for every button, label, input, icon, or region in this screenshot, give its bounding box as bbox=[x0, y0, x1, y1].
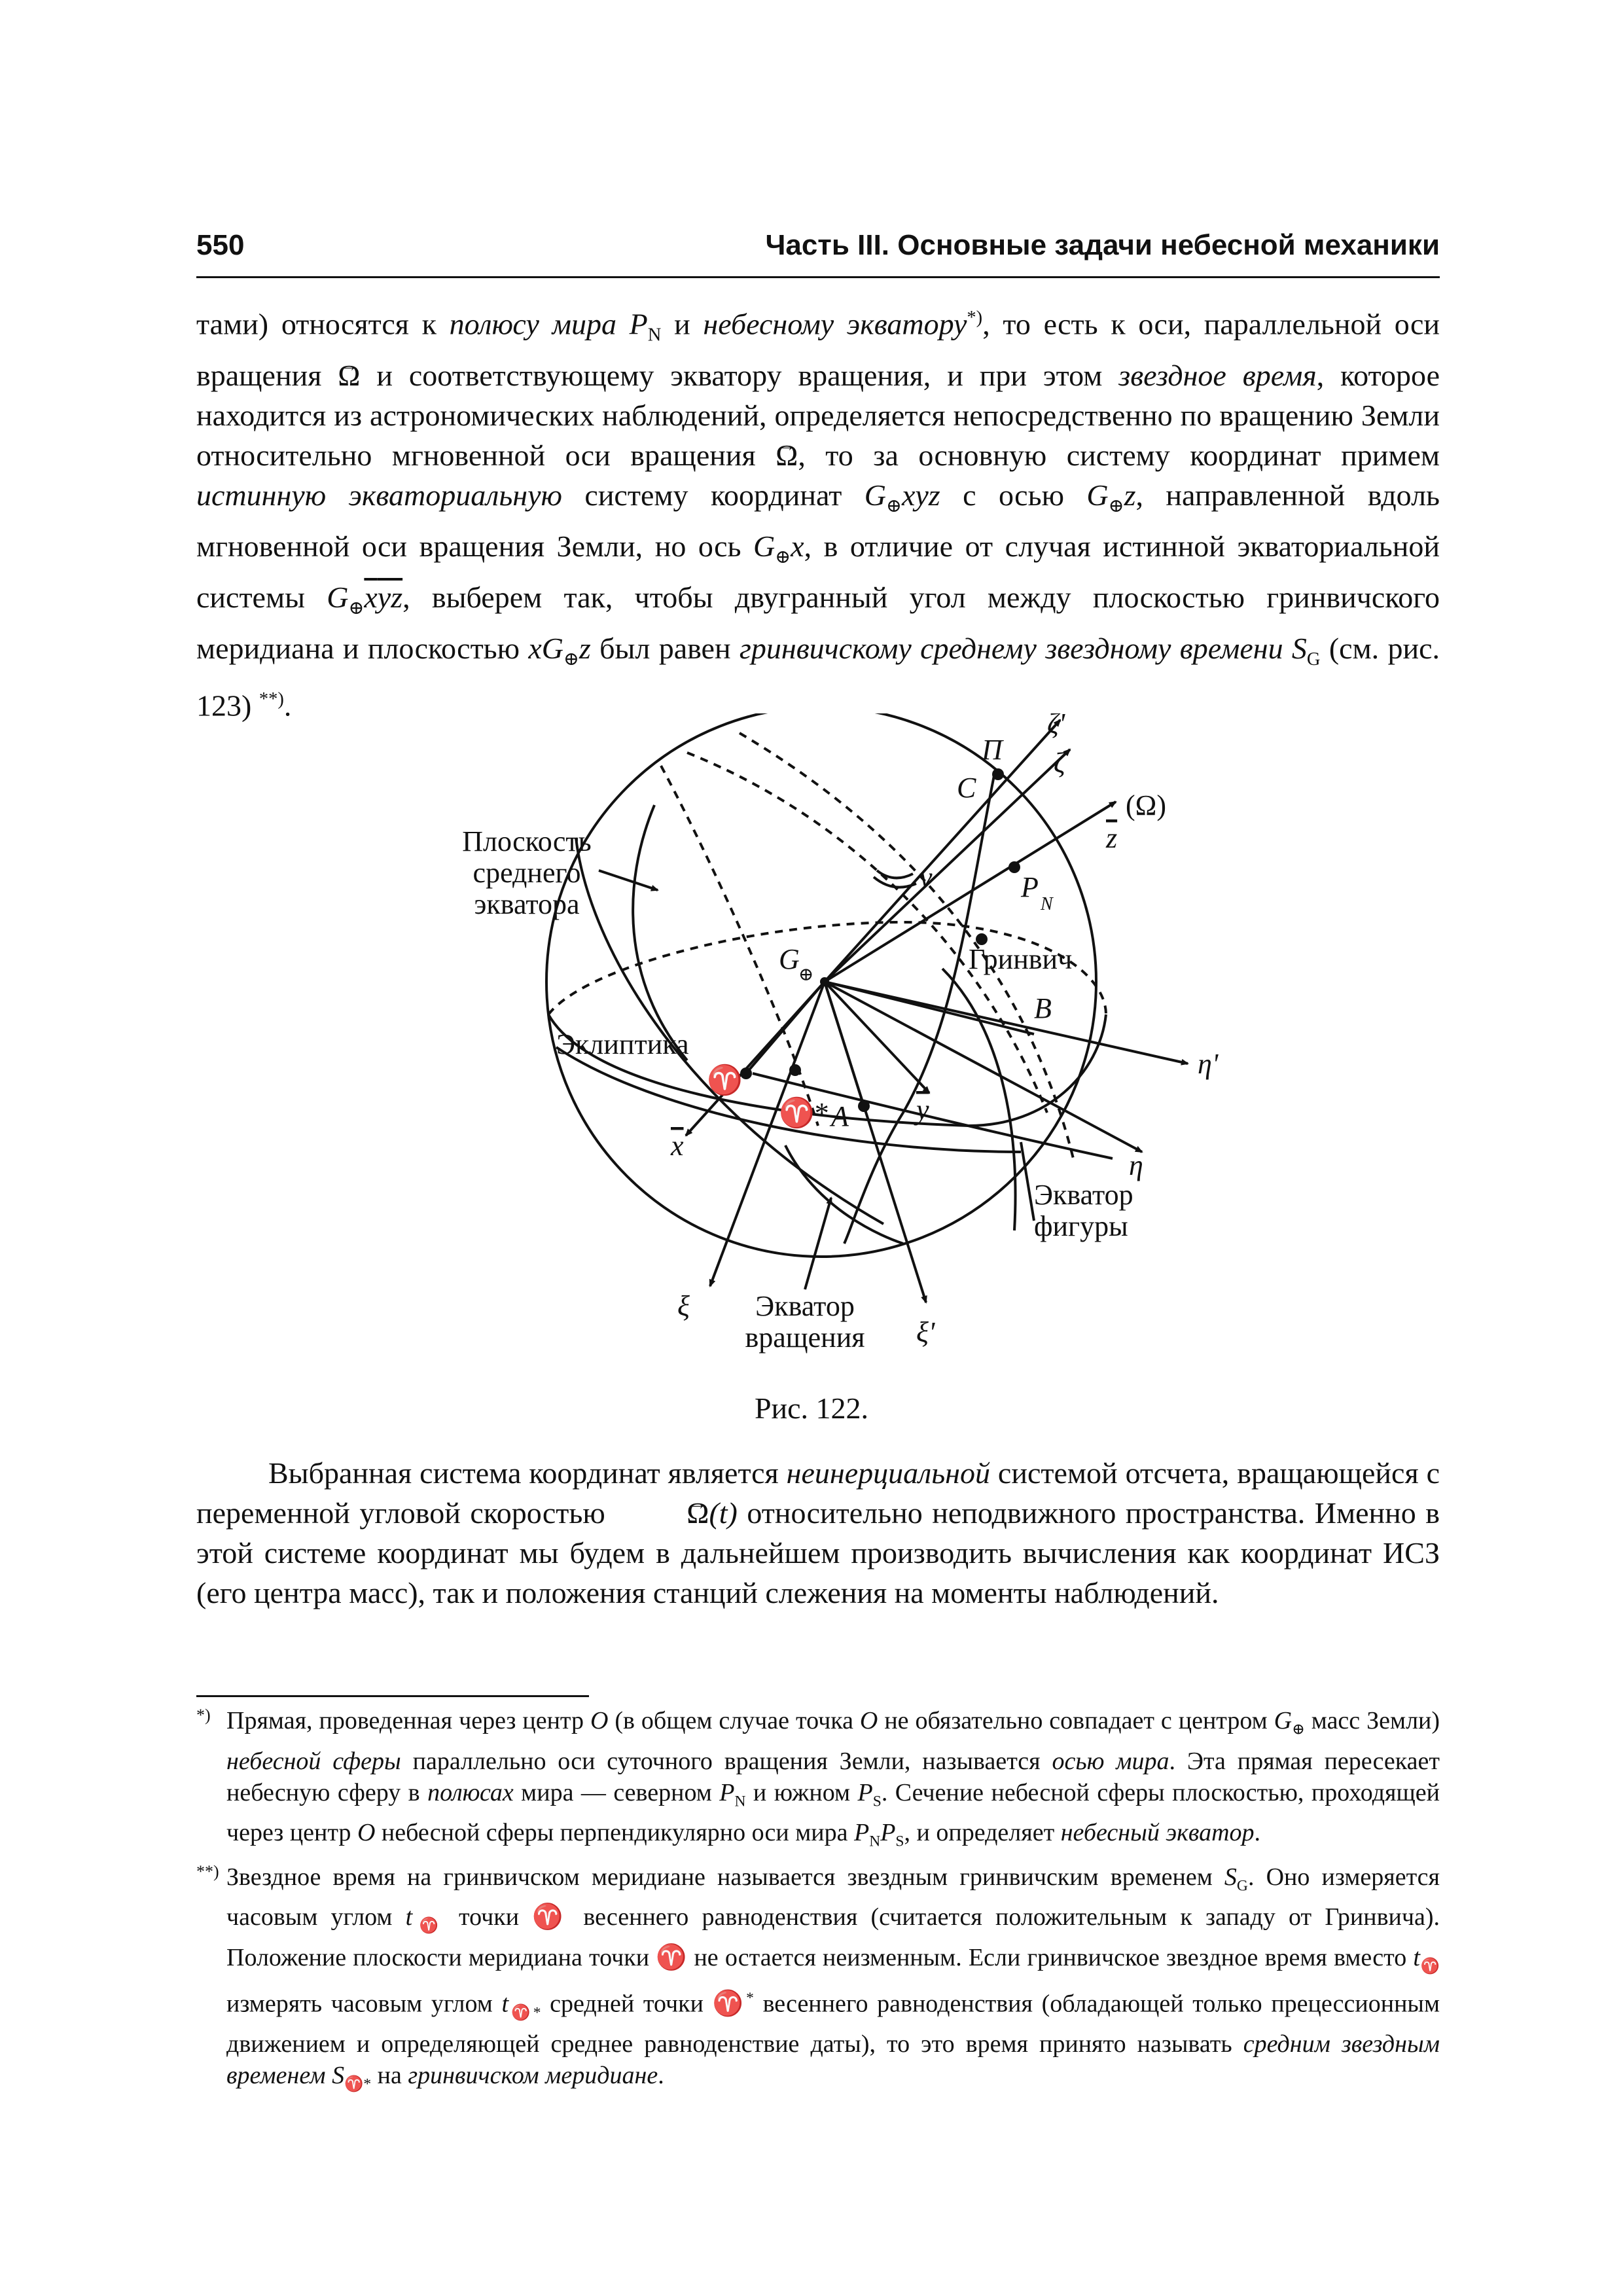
axis-y-bar bbox=[825, 982, 929, 1093]
label-eta-prime: η' bbox=[1198, 1048, 1219, 1080]
label-eta: η bbox=[1129, 1149, 1143, 1181]
label-b: B bbox=[1034, 992, 1052, 1024]
term-celestial-equator: небесному экватору bbox=[703, 307, 967, 341]
label-xi-prime: ξ' bbox=[916, 1316, 935, 1348]
footnote-rule bbox=[196, 1695, 589, 1697]
front-curve bbox=[785, 1145, 903, 1244]
term-true-equatorial: истинную экваториальную bbox=[196, 478, 562, 512]
page-header bbox=[196, 229, 1440, 278]
label-ecliptic: Эклиптика bbox=[556, 1028, 689, 1060]
footnote-ref-2: **) bbox=[259, 689, 284, 710]
label-figure-equator-1: Экватор bbox=[1034, 1179, 1133, 1211]
label-pn: P bbox=[1021, 871, 1039, 903]
paragraph-2: Выбранная система координат является неинерциальной системой отсчета, вращающейся с переменной угловой скоростью → Ω(t) относительно неподвижного пространства. Именно в этой системе координат мы будем в дальнейшем производить вычисления как координат ИСЗ (его центра масс), так и положения станций слежения на моменты наблюдений. bbox=[196, 1453, 1440, 1613]
point-c bbox=[992, 768, 1004, 780]
axis-zeta-prime bbox=[825, 720, 1060, 982]
label-g-center: G bbox=[779, 943, 800, 975]
label-z-bar: z bbox=[1106, 822, 1118, 854]
page-number: 550 bbox=[196, 229, 245, 261]
point-aries-star bbox=[789, 1064, 801, 1076]
label-a: A bbox=[831, 1100, 849, 1132]
term-world-pole: полюсу мира bbox=[449, 307, 616, 341]
label-nu: ν bbox=[919, 861, 933, 893]
footnote-1: *) Прямая, проведенная через центр O (в общем случае точка O не обязательно совпадает с центром $G_\oplus$ масс Земли) небесной сферы параллельно оси суточного вращения Земли, называется осью мира. Эта прямая пересекает небесную сферу в полюсах мира — северном $P_N$ и южном $P_S$. Сечение небесной сферы плоскостью, проходящей через центр O небесной сферы перпендикулярно оси мира $P_NP_S$, и определяет небесный экватор. bbox=[196, 1705, 1440, 1857]
label-g-sub: ⊕ bbox=[798, 965, 814, 985]
label-mean-equator-2: среднего bbox=[473, 857, 581, 889]
footnote-2-mark: **) bbox=[196, 1861, 219, 1881]
vertical-curve bbox=[942, 969, 1016, 1230]
term-noninertial: неинерциальной bbox=[786, 1456, 990, 1490]
label-mean-equator-1: Плоскость bbox=[462, 825, 592, 857]
term-greenwich-mean-sidereal: гринвичскому среднему звездному времени bbox=[739, 632, 1283, 666]
label-aries: ♈ bbox=[707, 1064, 743, 1096]
label-figure-equator-2: фигуры bbox=[1034, 1210, 1128, 1242]
label-zeta: ζ bbox=[1054, 747, 1065, 779]
footnote-2: **) Звездное время на гринвичском меридиане называется звездным гринвичским временем $S_G$. Оно измеряется часовым углом $t_♈$ точки ♈ весеннего равноденствия (считается положительным к западу от Гринвича). Положение плоскости меридиана точки ♈ не остается неизменным. Если гринвичское звездное время вместо $t_♈$ измерять часовым углом $t_{♈*}$ средней точки ♈* весеннего равноденствия (обладающей только прецессионным движением и определяющей среднее равноденствие даты), то это время принято называть средним звездным временем $S_{♈*}$ на гринвичском меридиане. bbox=[196, 1861, 1440, 2100]
footnotes bbox=[196, 1705, 1440, 2104]
pointer-mean-equator bbox=[599, 870, 658, 890]
label-omega: (Ω) bbox=[1126, 789, 1167, 821]
figure-caption: Рис. 122. bbox=[754, 1391, 869, 1425]
label-rotation-equator-1: Экватор bbox=[755, 1290, 855, 1322]
label-aries-star: ♈* bbox=[779, 1097, 829, 1129]
footnote-ref-1: *) bbox=[967, 308, 983, 328]
label-greenwich: Гринвич bbox=[969, 943, 1073, 975]
point-a bbox=[858, 1100, 870, 1112]
label-pi: П bbox=[982, 734, 1003, 766]
line-to-aries bbox=[746, 982, 825, 1073]
pointer-figure-equator bbox=[1021, 1142, 1034, 1221]
point-center bbox=[820, 977, 829, 986]
label-zeta-prime: ζ' bbox=[1047, 713, 1065, 740]
running-title: Часть III. Основные задачи небесной механики bbox=[765, 229, 1440, 261]
label-x-bar: x bbox=[671, 1130, 684, 1162]
label-y-bar: y bbox=[916, 1094, 929, 1126]
label-c: C bbox=[957, 772, 976, 804]
pointer-rotation-equator bbox=[805, 1198, 831, 1289]
point-pn bbox=[1008, 861, 1020, 873]
celestial-sphere-figure bbox=[393, 713, 1243, 1368]
label-rotation-equator-2: вращения bbox=[745, 1321, 865, 1354]
paragraph-1: тами) относятся к полюсу мира $P_N$ и небесному экватору*), то есть к оси, параллельной оси вращения → Ω и соответствующему экватору вращения, и при этом звездное время, которое находится из астрономических наблюдений, определяется непосредственно по вращению Земли относительно мгновенной оси вращения → Ω, то за основную систему координат примем истинную экваториальную систему координат $G_\oplus xyz$ с осью $G_\oplus z$, направленной вдоль мгновенной оси вращения Земли, но ось $G_\oplus x$, в отличие от случая истинной экваториальной системы $G_\oplus\overline{x}\overline{yz}$, выберем так, чтобы двугранный угол между плоскостью гринвичского меридиана и плоскостью $xG_\oplus z$ был равен гринвичскому среднему звездному времени $S_G$ (см. рис. 123) **). bbox=[196, 298, 1440, 726]
line-to-b bbox=[825, 982, 1034, 1034]
term-sidereal-time: звездное время bbox=[1118, 358, 1317, 392]
footnote-1-mark: *) bbox=[196, 1706, 211, 1725]
mean-equator-arc bbox=[633, 805, 687, 1060]
label-pn-sub: N bbox=[1041, 894, 1053, 914]
label-mean-equator-3: экватора bbox=[474, 888, 580, 920]
label-xi: ξ bbox=[677, 1290, 690, 1322]
